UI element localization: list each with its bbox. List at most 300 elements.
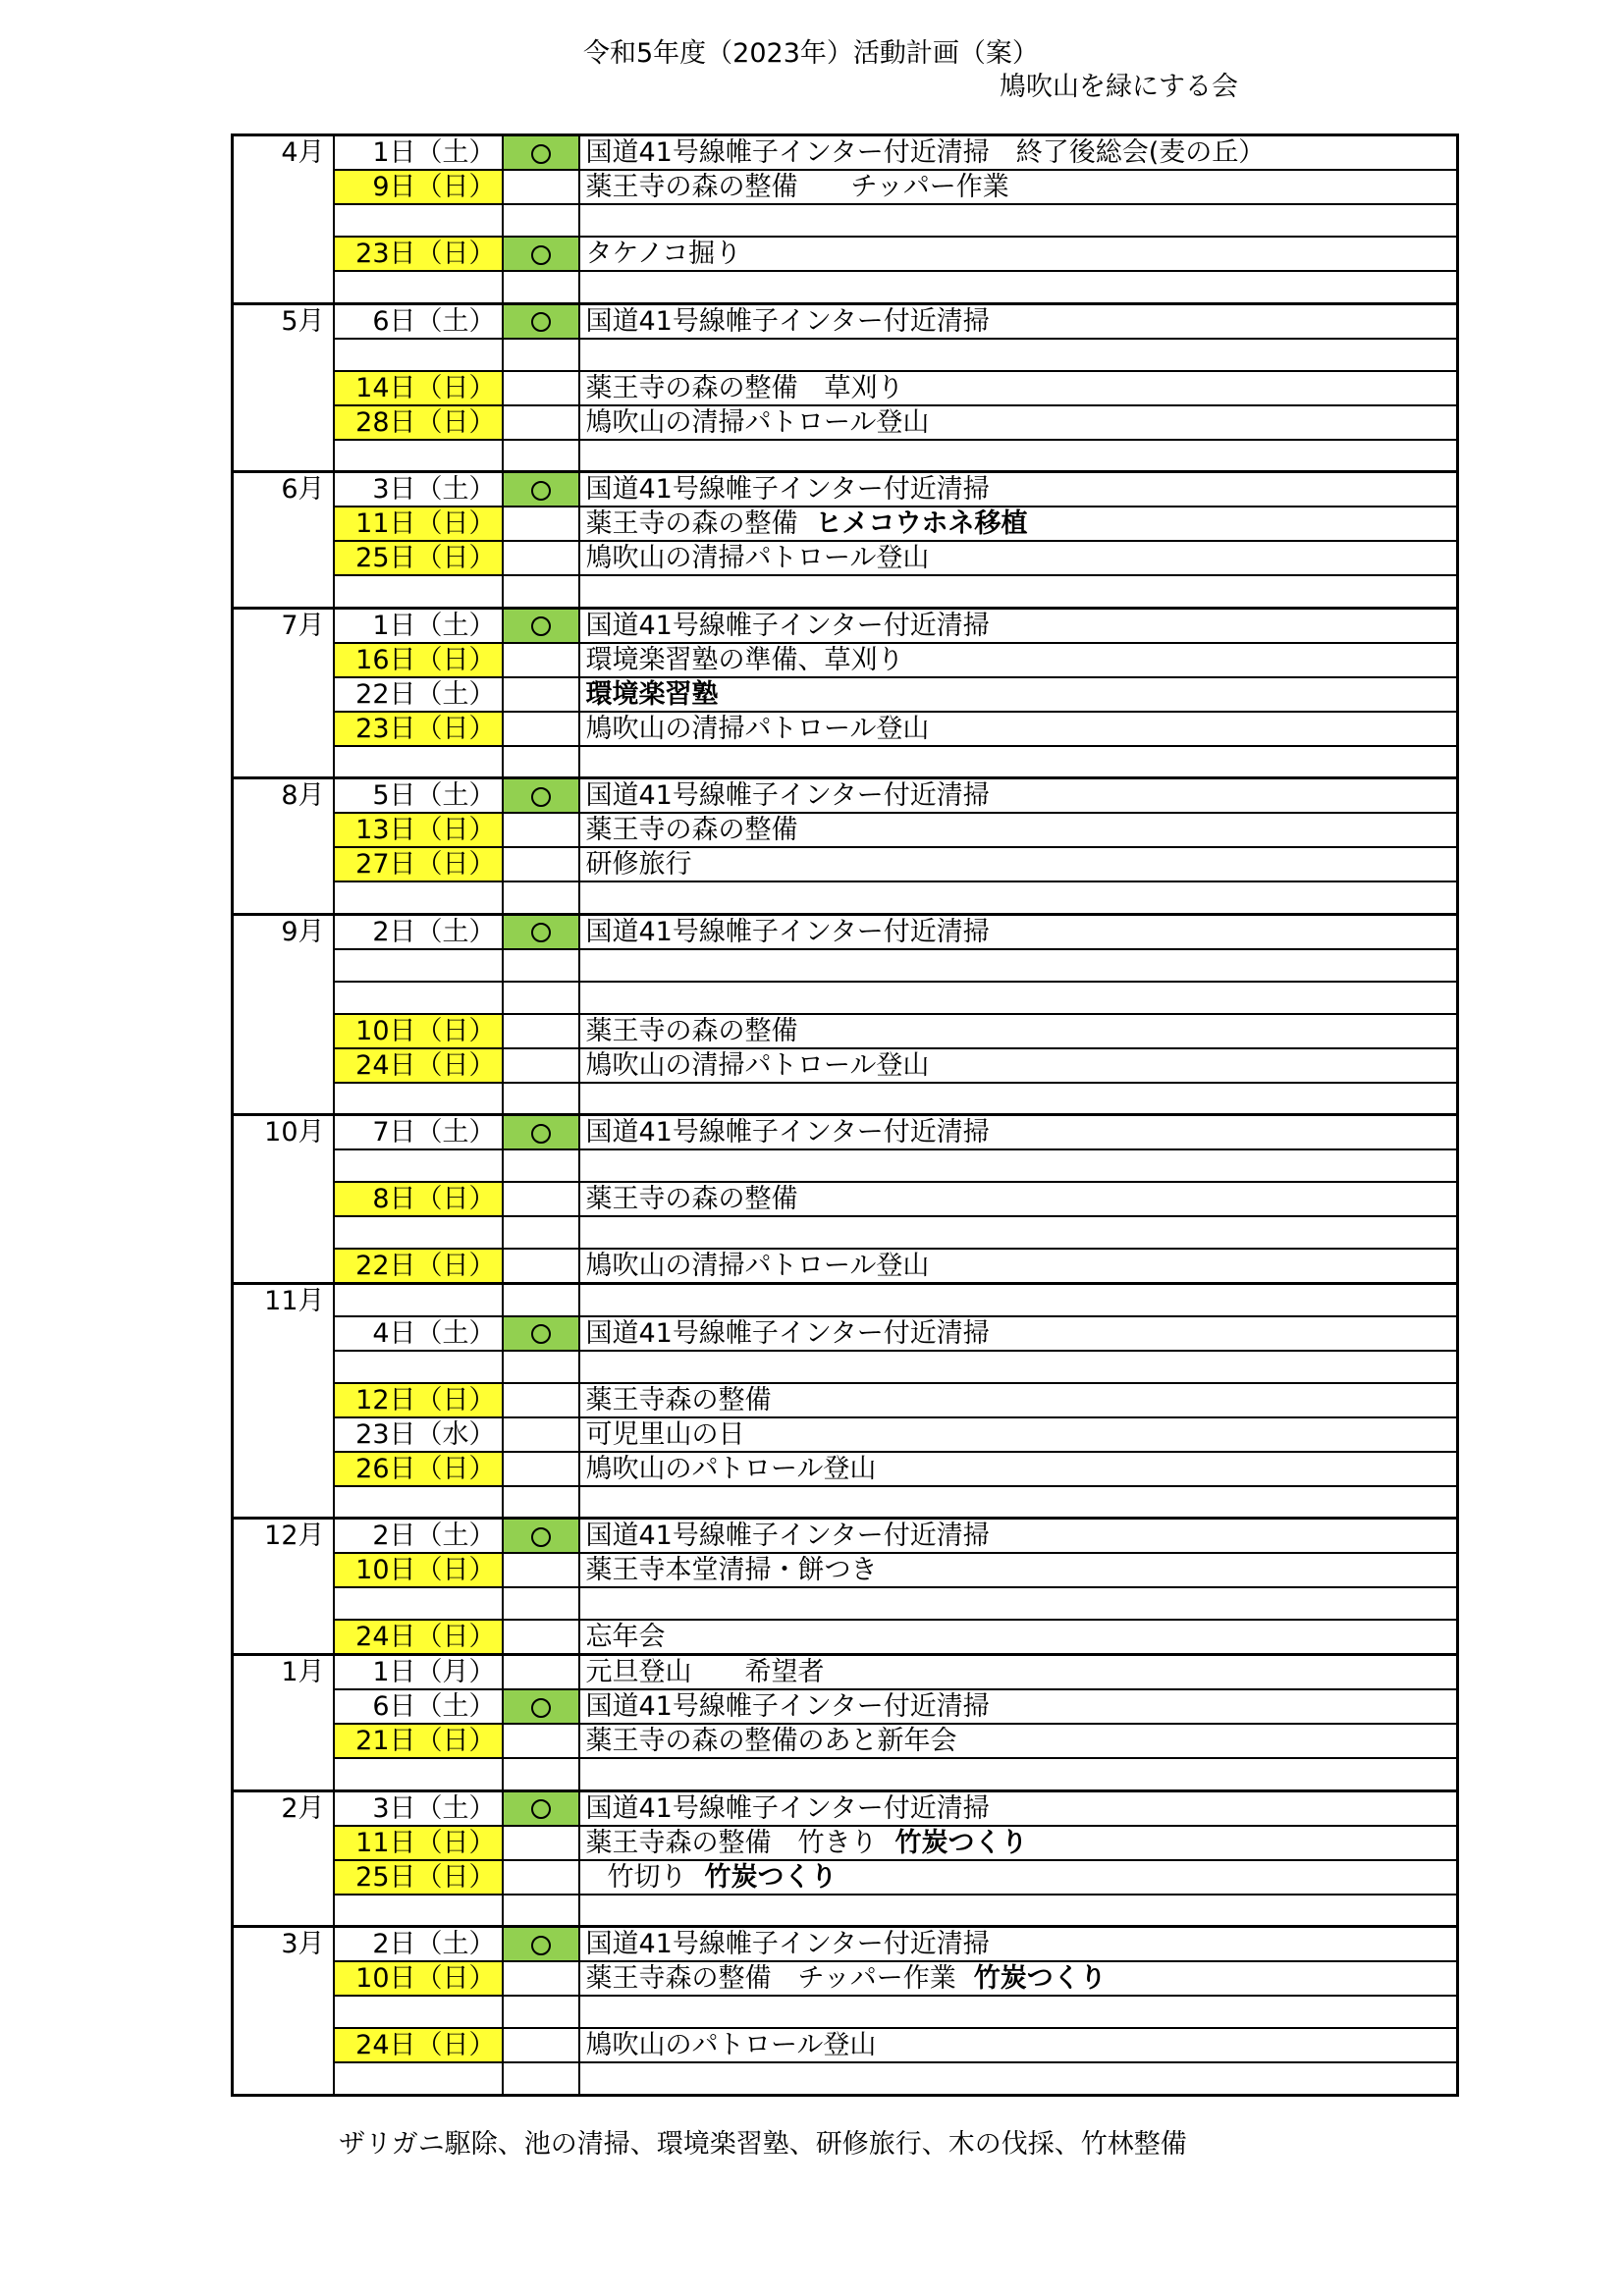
activity-cell [579, 1284, 1458, 1316]
date-cell: 8日（日） [334, 1182, 503, 1216]
table-row [233, 1758, 1458, 1790]
table-row [233, 1620, 1458, 1655]
table-row [233, 1048, 1458, 1083]
mark-cell [503, 371, 579, 405]
mark-cell [503, 712, 579, 746]
activity-text: 薬王寺の森の整備 チッパー作業 [585, 172, 1009, 202]
circle-icon [531, 1527, 551, 1547]
table-row [233, 237, 1458, 271]
mark-cell [503, 1284, 579, 1316]
mark-cell [503, 541, 579, 575]
mark-cell [503, 271, 579, 303]
activity-cell [579, 1587, 1458, 1620]
activity-cell [579, 1216, 1458, 1249]
mark-cell [503, 1383, 579, 1417]
mark-cell [503, 982, 579, 1014]
activity-text: 忘年会 [585, 1622, 666, 1652]
month-cell: 11月 [233, 1284, 334, 1519]
mark-cell [503, 1961, 579, 1996]
mark-cell [503, 204, 579, 237]
table-row [233, 1655, 1458, 1690]
date-cell [334, 271, 503, 303]
activity-cell [579, 1895, 1458, 1927]
activity-cell [579, 1351, 1458, 1383]
activity-cell [579, 339, 1458, 371]
circle-icon [531, 1936, 551, 1955]
mark-cell [503, 813, 579, 847]
table-row [233, 1452, 1458, 1486]
activity-cell [579, 1758, 1458, 1790]
mark-cell [503, 1587, 579, 1620]
date-cell: 3日（土） [334, 472, 503, 507]
date-cell: 1日（月） [334, 1655, 503, 1690]
month-cell: 10月 [233, 1115, 334, 1284]
table-row [233, 914, 1458, 949]
date-cell: 1日（土） [334, 135, 503, 171]
mark-cell [503, 643, 579, 677]
circle-icon [531, 1124, 551, 1144]
table-row [233, 170, 1458, 204]
table-row [233, 778, 1458, 814]
table-row [233, 1927, 1458, 1962]
mark-cell [503, 1826, 579, 1860]
circle-icon [531, 616, 551, 636]
month-cell: 3月 [233, 1927, 334, 2096]
date-cell [334, 1587, 503, 1620]
activity-text: 薬王寺の森の整備 [585, 815, 798, 845]
table-row [233, 1689, 1458, 1724]
activity-cell [579, 472, 1458, 507]
activity-cell [579, 1620, 1458, 1655]
date-cell: 23日（日） [334, 712, 503, 746]
mark-cell [503, 1927, 579, 1962]
date-cell: 1日（土） [334, 608, 503, 643]
activity-text: 鳩吹山の清掃パトロール登山 [585, 1251, 930, 1281]
table-row [233, 541, 1458, 575]
mark-cell [503, 405, 579, 440]
mark-cell [503, 1486, 579, 1519]
date-cell: 2日（土） [334, 1519, 503, 1554]
table-row [233, 339, 1458, 371]
activity-cell [579, 541, 1458, 575]
table-row [233, 2028, 1458, 2062]
date-cell: 23日（日） [334, 237, 503, 271]
table-row [233, 1216, 1458, 1249]
mark-cell [503, 1115, 579, 1150]
activity-text: 研修旅行 [585, 849, 692, 880]
date-cell: 10日（日） [334, 1961, 503, 1996]
mark-cell [503, 1316, 579, 1351]
date-cell: 9日（日） [334, 170, 503, 204]
month-cell: 8月 [233, 778, 334, 915]
mark-cell [503, 2028, 579, 2062]
month-cell: 2月 [233, 1790, 334, 1927]
mark-cell [503, 1860, 579, 1895]
date-cell: 21日（日） [334, 1724, 503, 1758]
mark-cell [503, 1620, 579, 1655]
activity-cell [579, 1689, 1458, 1724]
mark-cell [503, 575, 579, 608]
activity-emphasis: 環境楽習塾 [585, 678, 719, 710]
activity-cell [579, 1182, 1458, 1216]
mark-cell [503, 1182, 579, 1216]
date-cell: 10日（日） [334, 1553, 503, 1587]
circle-icon [531, 144, 551, 164]
activity-cell [579, 1316, 1458, 1351]
activity-text: 国道41号線帷子インター付近清掃 [585, 1117, 990, 1148]
date-cell: 16日（日） [334, 643, 503, 677]
activity-text: 元旦登山 希望者 [585, 1657, 825, 1687]
date-cell: 2日（土） [334, 1927, 503, 1962]
mark-cell [503, 1083, 579, 1115]
date-cell [334, 440, 503, 472]
table-row [233, 746, 1458, 778]
date-cell: 6日（土） [334, 1689, 503, 1724]
mark-cell [503, 135, 579, 171]
table-row [233, 371, 1458, 405]
mark-cell [503, 949, 579, 982]
mark-cell [503, 847, 579, 881]
mark-cell [503, 1417, 579, 1452]
activity-text: 可児里山の日 [585, 1418, 745, 1450]
mark-cell [503, 1351, 579, 1383]
table-row [233, 949, 1458, 982]
activity-cell [579, 1860, 1458, 1895]
activity-emphasis: ヒメコウホネ移植 [815, 508, 1028, 539]
activity-cell [579, 1724, 1458, 1758]
date-cell [334, 949, 503, 982]
date-cell [334, 575, 503, 608]
activity-text: 薬王寺森の整備 竹きり [585, 1827, 878, 1858]
activity-cell [579, 1927, 1458, 1962]
table-row [233, 1553, 1458, 1587]
mark-cell [503, 1996, 579, 2028]
activity-text: 国道41号線帷子インター付近清掃 [585, 305, 990, 337]
activity-cell [579, 237, 1458, 271]
activity-text: 国道41号線帷子インター付近清掃 [585, 610, 990, 641]
table-row [233, 1316, 1458, 1351]
table-row [233, 1895, 1458, 1927]
table-row [233, 135, 1458, 171]
date-cell: 11日（日） [334, 507, 503, 541]
activity-text: 薬王寺森の整備 チッパー作業 [585, 1963, 956, 1994]
activity-text: 国道41号線帷子インター付近清掃 [585, 780, 990, 811]
table-row [233, 271, 1458, 303]
mark-cell [503, 1014, 579, 1048]
activity-cell [579, 881, 1458, 914]
mark-cell [503, 881, 579, 914]
date-cell [334, 1895, 503, 1927]
activity-cell [579, 440, 1458, 472]
activity-cell [579, 1452, 1458, 1486]
table-row [233, 1351, 1458, 1383]
activity-cell [579, 303, 1458, 339]
activity-cell [579, 1996, 1458, 2028]
mark-cell [503, 1724, 579, 1758]
table-row [233, 405, 1458, 440]
circle-icon [531, 312, 551, 332]
activity-cell [579, 2028, 1458, 2062]
date-cell [334, 1486, 503, 1519]
date-cell [334, 1758, 503, 1790]
activity-text: 薬王寺の森の整備 [585, 508, 798, 539]
activity-cell [579, 1249, 1458, 1284]
circle-icon [531, 245, 551, 265]
table-row [233, 1083, 1458, 1115]
mark-cell [503, 472, 579, 507]
activity-cell [579, 507, 1458, 541]
date-cell [334, 204, 503, 237]
table-row [233, 1587, 1458, 1620]
activity-text: 鳩吹山の清掃パトロール登山 [585, 543, 930, 573]
activity-text: 鳩吹山の清掃パトロール登山 [585, 713, 930, 744]
table-row [233, 1284, 1458, 1316]
date-cell [334, 1083, 503, 1115]
date-cell: 14日（日） [334, 371, 503, 405]
date-cell: 4日（土） [334, 1316, 503, 1351]
table-row [233, 1182, 1458, 1216]
activity-cell [579, 204, 1458, 237]
date-cell [334, 982, 503, 1014]
table-row [233, 575, 1458, 608]
schedule-body [233, 135, 1458, 2096]
activity-cell [579, 778, 1458, 814]
table-row [233, 440, 1458, 472]
activity-cell [579, 405, 1458, 440]
organization-name: 鳩吹山を緑にする会 [1000, 72, 1238, 102]
table-row [233, 2062, 1458, 2095]
activity-text: 薬王寺の森の整備 [585, 1184, 798, 1214]
activity-cell [579, 1486, 1458, 1519]
table-row [233, 712, 1458, 746]
mark-cell [503, 677, 579, 712]
date-cell: 10日（日） [334, 1014, 503, 1048]
date-cell: 22日（日） [334, 1249, 503, 1284]
activity-cell [579, 1519, 1458, 1554]
activity-text: 薬王寺本堂清掃・餅つき [585, 1555, 878, 1585]
month-cell: 4月 [233, 135, 334, 304]
table-row [233, 1486, 1458, 1519]
date-cell: 5日（土） [334, 778, 503, 814]
date-cell [334, 339, 503, 371]
table-row [233, 303, 1458, 339]
table-row [233, 813, 1458, 847]
activity-text: タケノコ掘り [585, 239, 742, 269]
date-cell: 25日（日） [334, 541, 503, 575]
activity-text: 国道41号線帷子インター付近清掃 [585, 474, 990, 505]
activity-cell [579, 1655, 1458, 1690]
date-cell: 23日（水） [334, 1417, 503, 1452]
table-row [233, 847, 1458, 881]
month-cell: 9月 [233, 914, 334, 1115]
activity-text: 国道41号線帷子インター付近清掃 [585, 1792, 990, 1824]
activity-text: 鳩吹山の清掃パトロール登山 [585, 1049, 930, 1081]
activity-cell [579, 949, 1458, 982]
activity-cell [579, 271, 1458, 303]
date-cell: 24日（日） [334, 1620, 503, 1655]
date-cell: 24日（日） [334, 2028, 503, 2062]
activity-cell [579, 1553, 1458, 1587]
table-row [233, 881, 1458, 914]
activity-cell [579, 1417, 1458, 1452]
activity-cell [579, 813, 1458, 847]
date-cell: 11日（日） [334, 1826, 503, 1860]
activity-cell [579, 847, 1458, 881]
mark-cell [503, 1249, 579, 1284]
activity-text: 鳩吹山のパトロール登山 [585, 2030, 877, 2060]
schedule-table [231, 133, 1459, 2097]
table-row [233, 982, 1458, 1014]
table-row [233, 677, 1458, 712]
date-cell [334, 1351, 503, 1383]
activity-text: 鳩吹山のパトロール登山 [585, 1453, 877, 1484]
date-cell: 12日（日） [334, 1383, 503, 1417]
activity-cell [579, 712, 1458, 746]
date-cell: 13日（日） [334, 813, 503, 847]
table-row [233, 1115, 1458, 1150]
table-row [233, 1860, 1458, 1895]
mark-cell [503, 339, 579, 371]
month-cell: 1月 [233, 1655, 334, 1791]
activity-text: 国道41号線帷子インター付近清掃 終了後総会(麦の丘） [585, 137, 1266, 168]
table-row [233, 1249, 1458, 1284]
activity-emphasis: 竹炭つくり [973, 1963, 1107, 1994]
mark-cell [503, 778, 579, 814]
table-row [233, 1826, 1458, 1860]
activity-text: 薬王寺の森の整備のあと新年会 [585, 1726, 957, 1756]
activity-text: 国道41号線帷子インター付近清掃 [585, 1521, 990, 1551]
date-cell: 7日（土） [334, 1115, 503, 1150]
month-cell: 6月 [233, 472, 334, 609]
date-cell [334, 1284, 503, 1316]
activity-cell [579, 1790, 1458, 1826]
activity-cell [579, 575, 1458, 608]
mark-cell [503, 608, 579, 643]
activity-text: 環境楽習塾の準備、草刈り [585, 644, 904, 675]
table-row [233, 1961, 1458, 1996]
mark-cell [503, 746, 579, 778]
date-cell: 24日（日） [334, 1048, 503, 1083]
mark-cell [503, 1452, 579, 1486]
month-cell: 12月 [233, 1519, 334, 1655]
table-row [233, 1417, 1458, 1452]
activity-cell [579, 135, 1458, 171]
footer-note: ザリガニ駆除、池の清掃、環境楽習塾、研修旅行、木の伐採、竹林整備 [339, 2129, 1187, 2160]
table-row [233, 608, 1458, 643]
circle-icon [531, 1799, 551, 1819]
activity-cell [579, 2062, 1458, 2095]
mark-cell [503, 237, 579, 271]
date-cell: 3日（土） [334, 1790, 503, 1826]
activity-cell [579, 1961, 1458, 1996]
date-cell [334, 881, 503, 914]
table-row [233, 1724, 1458, 1758]
date-cell [334, 1149, 503, 1182]
activity-cell [579, 608, 1458, 643]
activity-cell [579, 1826, 1458, 1860]
circle-icon [531, 1324, 551, 1344]
activity-emphasis: 竹炭つくり [894, 1827, 1028, 1858]
activity-text: 薬王寺の森の整備 [585, 1015, 798, 1046]
activity-text: 薬王寺の森の整備 草刈り [585, 372, 904, 403]
circle-icon [531, 1698, 551, 1718]
mark-cell [503, 1655, 579, 1690]
mark-cell [503, 1895, 579, 1927]
month-cell: 7月 [233, 608, 334, 778]
table-row [233, 507, 1458, 541]
activity-cell [579, 170, 1458, 204]
activity-cell [579, 982, 1458, 1014]
date-cell [334, 1216, 503, 1249]
table-row [233, 1014, 1458, 1048]
activity-cell [579, 1383, 1458, 1417]
mark-cell [503, 440, 579, 472]
mark-cell [503, 1790, 579, 1826]
date-cell [334, 746, 503, 778]
activity-text: 国道41号線帷子インター付近清掃 [585, 916, 990, 947]
mark-cell [503, 1216, 579, 1249]
circle-icon [531, 481, 551, 501]
mark-cell [503, 1149, 579, 1182]
table-row [233, 1996, 1458, 2028]
activity-text: 鳩吹山の清掃パトロール登山 [585, 406, 930, 438]
mark-cell [503, 2062, 579, 2095]
mark-cell [503, 1519, 579, 1554]
mark-cell [503, 1758, 579, 1790]
date-cell: 25日（日） [334, 1860, 503, 1895]
circle-icon [531, 923, 551, 942]
activity-cell [579, 643, 1458, 677]
mark-cell [503, 1048, 579, 1083]
activity-text: 薬王寺森の整備 [585, 1384, 772, 1415]
activity-cell [579, 677, 1458, 712]
activity-text: 竹切り [607, 1861, 687, 1893]
mark-cell [503, 1689, 579, 1724]
activity-cell [579, 746, 1458, 778]
activity-cell [579, 1048, 1458, 1083]
activity-cell [579, 371, 1458, 405]
circle-icon [531, 787, 551, 807]
activity-text: 国道41号線帷子インター付近清掃 [585, 1929, 990, 1959]
date-cell: 22日（土） [334, 677, 503, 712]
table-row [233, 1790, 1458, 1826]
table-row [233, 472, 1458, 507]
activity-cell [579, 1083, 1458, 1115]
activity-emphasis: 竹炭つくり [704, 1861, 838, 1893]
mark-cell [503, 1553, 579, 1587]
activity-cell [579, 914, 1458, 949]
month-cell: 5月 [233, 303, 334, 472]
activity-text: 国道41号線帷子インター付近清掃 [585, 1317, 990, 1349]
date-cell: 27日（日） [334, 847, 503, 881]
activity-cell [579, 1115, 1458, 1150]
mark-cell [503, 303, 579, 339]
mark-cell [503, 914, 579, 949]
mark-cell [503, 170, 579, 204]
table-row [233, 1383, 1458, 1417]
table-row [233, 204, 1458, 237]
activity-cell [579, 1014, 1458, 1048]
table-row [233, 643, 1458, 677]
date-cell: 6日（土） [334, 303, 503, 339]
date-cell [334, 1996, 503, 2028]
activity-cell [579, 1149, 1458, 1182]
date-cell: 28日（日） [334, 405, 503, 440]
activity-text: 国道41号線帷子インター付近清掃 [585, 1691, 990, 1722]
mark-cell [503, 507, 579, 541]
table-row [233, 1519, 1458, 1554]
table-row [233, 1149, 1458, 1182]
